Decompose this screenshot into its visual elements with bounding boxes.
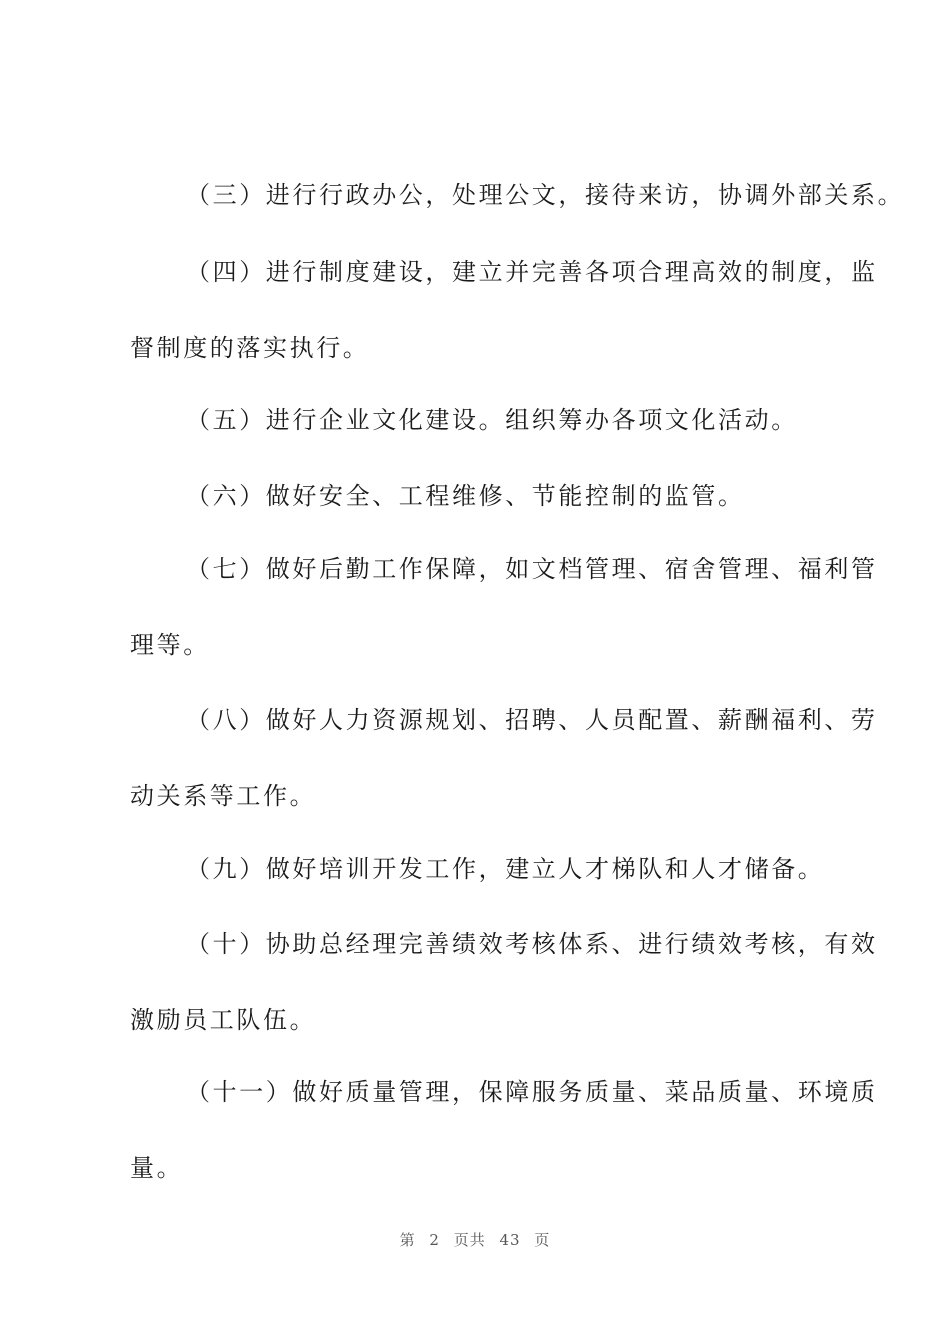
paragraph-7-line-1: （七）做好后勤工作保障，如文档管理、宿舍管理、福利管 xyxy=(186,555,878,583)
paragraph-4-line-2: 督制度的落实执行。 xyxy=(130,334,370,362)
paragraph-3-line-1: （三）进行行政办公，处理公文，接待来访，协调外部关系。 xyxy=(186,181,905,209)
paragraph-4-line-1: （四）进行制度建设，建立并完善各项合理高效的制度，监 xyxy=(186,258,878,286)
paragraph-11-line-1: （十一）做好质量管理，保障服务质量、菜品质量、环境质 xyxy=(186,1078,878,1106)
paragraph-10-line-2: 激励员工队伍。 xyxy=(130,1006,317,1034)
paragraph-11-line-2: 量。 xyxy=(130,1154,184,1182)
paragraph-6-line-1: （六）做好安全、工程维修、节能控制的监管。 xyxy=(186,482,745,510)
paragraph-7-line-2: 理等。 xyxy=(130,631,210,659)
paragraph-9-line-1: （九）做好培训开发工作，建立人才梯队和人才储备。 xyxy=(186,855,825,883)
page-footer: 第 2 页共 43 页 xyxy=(399,1231,551,1249)
paragraph-8-line-1: （八）做好人力资源规划、招聘、人员配置、薪酬福利、劳 xyxy=(186,706,878,734)
paragraph-8-line-2: 动关系等工作。 xyxy=(130,782,317,810)
paragraph-5-line-1: （五）进行企业文化建设。组织筹办各项文化活动。 xyxy=(186,406,798,434)
paragraph-10-line-1: （十）协助总经理完善绩效考核体系、进行绩效考核，有效 xyxy=(186,930,878,958)
